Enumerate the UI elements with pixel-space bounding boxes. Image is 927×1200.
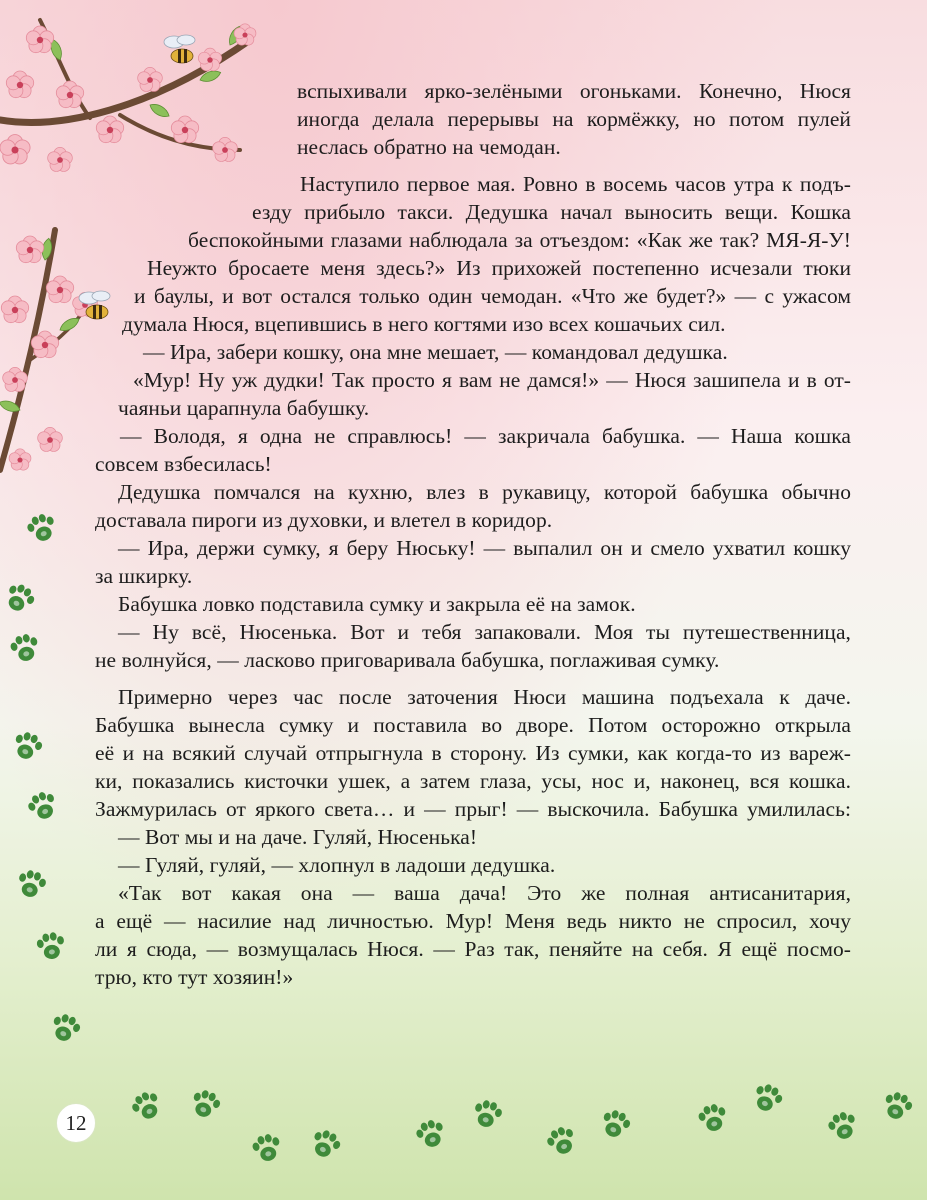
text-line: думала Нюся, вцепившись в него когтями изо всех кошачьих сил.	[122, 312, 726, 336]
text-line: Неужто бросаете меня здесь?» Из прихожей постепенно исчезали тюки	[147, 256, 851, 280]
text-line: «Мур! Ну уж дудки! Так просто я вам не дамся!» — Нюся зашипела и в от-	[133, 368, 851, 392]
text-line: — Володя, я одна не справлюсь! — закричала бабушка. — Наша кошка	[120, 424, 851, 448]
text-line: доставала пироги из духовки, и влетел в коридор.	[95, 508, 553, 532]
text-line: неслась обратно на чемодан.	[297, 135, 561, 159]
text-line: Бабушка вынесла сумку и поставила во дворе. Потом осторожно открыла	[95, 713, 851, 737]
text-line: — Ну всё, Нюсенька. Вот и тебя запаковали. Моя ты путешественница,	[118, 620, 851, 644]
text-line: и баулы, и вот остался только один чемодан. «Что же будет?» — с ужасом	[134, 284, 851, 308]
text-line: чаяньи царапнула бабушку.	[118, 396, 370, 420]
text-line: трю, кто тут хозяин!»	[95, 965, 294, 989]
text-line: вспыхивали ярко-зелёными огоньками. Конечно, Нюся	[297, 79, 851, 103]
page-number: 12	[56, 1103, 96, 1143]
text-line: беспокойными глазами наблюдала за отъездом: «Как же так? МЯ-Я-У!	[188, 228, 851, 252]
text-line: иногда делала перерывы на кормёжку, но потом пулей	[297, 107, 851, 131]
text-line: «Так вот какая она — ваша дача! Это же полная антисанитария,	[118, 881, 851, 905]
text-line: ки, показались кисточки ушек, а затем глаза, усы, нос и, наконец, вся кошка.	[95, 769, 851, 793]
text-line: Бабушка ловко подставила сумку и закрыла её на замок.	[118, 592, 636, 616]
text-line: Дедушка помчался на кухню, влез в рукавицу, которой бабушка обычно	[118, 480, 851, 504]
text-line: езду прибыло такси. Дедушка начал выносить вещи. Кошка	[252, 200, 851, 224]
text-line: её и на всякий случай отпрыгнула в сторону. Из сумки, как когда-то из вареж-	[95, 741, 851, 765]
text-line: — Вот мы и на даче. Гуляй, Нюсенька!	[118, 825, 478, 849]
text-line: Зажмурилась от яркого света… и — прыг! — выскочила. Бабушка умилилась:	[95, 797, 851, 821]
text-line: Примерно через час после заточения Нюси машина подъехала к даче.	[118, 685, 851, 709]
text-line: ли я сюда, — возмущалась Нюся. — Раз так, пеняйте на себя. Я ещё посмо-	[95, 937, 851, 961]
text-line: совсем взбесилась!	[95, 452, 272, 476]
text-line: — Ира, забери кошку, она мне мешает, — командовал дедушка.	[143, 340, 728, 364]
text-line: а ещё — насилие над личностью. Мур! Меня ведь никто не спросил, хочу	[95, 909, 851, 933]
text-line: не волнуйся, — ласково приговаривала бабушка, поглаживая сумку.	[95, 648, 720, 672]
text-line: за шкирку.	[95, 564, 193, 588]
text-line: Наступило первое мая. Ровно в восемь часов утра к подъ-	[300, 172, 851, 196]
text-line: — Гуляй, гуляй, — хлопнул в ладоши дедушка.	[118, 853, 556, 877]
text-line: — Ира, держи сумку, я беру Нюську! — выпалил он и смело ухватил кошку	[118, 536, 851, 560]
